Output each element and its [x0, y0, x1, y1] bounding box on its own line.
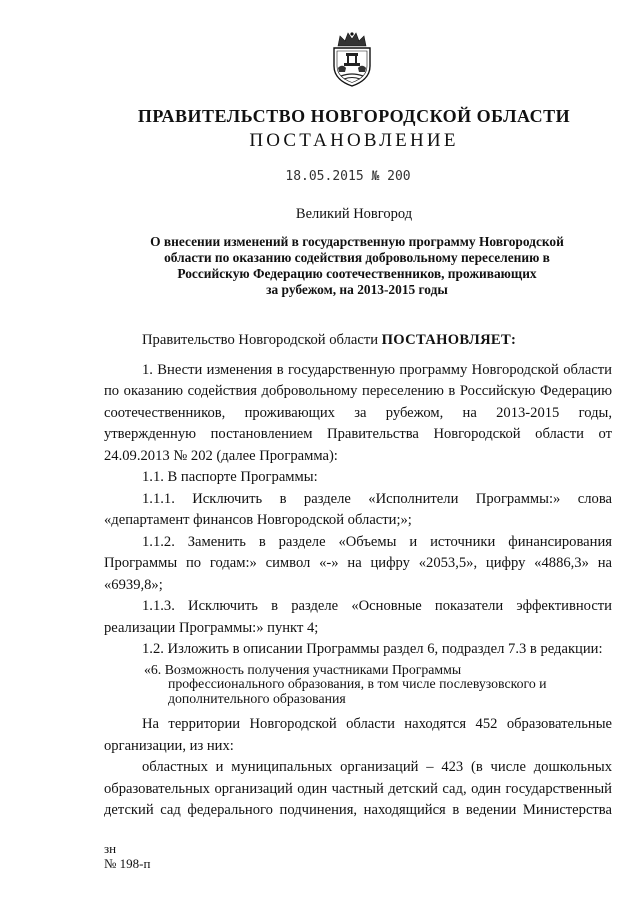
document-title — [120, 234, 594, 298]
coat-of-arms-icon — [328, 30, 376, 88]
lead-text: Правительство Новгородской области — [142, 332, 382, 348]
paragraph-3: областных и муниципальных организаций – 423 (в числе дошкольных образовательных организаций один частный детский сад, один государственный детский сад федерального подчинения, находящийся в ведении Министерства — [104, 759, 612, 818]
paragraph-1-1: 1.1. В паспорте Программы: — [142, 469, 318, 485]
document-type: ПОСТАНОВЛЕНИЕ — [249, 130, 459, 151]
quoted-section-heading — [144, 663, 612, 707]
lead-keyword: ПОСТАНОВЛЯЕТ: — [381, 332, 517, 348]
resolution-lead — [104, 330, 612, 352]
footer-reference — [104, 841, 150, 871]
footer-initials: зн — [104, 841, 117, 856]
government-name: ПРАВИТЕЛЬСТВО НОВГОРОДСКОЙ ОБЛАСТИ — [137, 106, 571, 126]
paragraph-1: 1. Внести изменения в государственную программу Новгородской области по оказанию содействия добровольному переселению в Российскую Федерацию соотечественников, проживающих за рубежом, на 2013-2015 годы, утвержденную постановлением Правительства Новгородской области от 24.09.2013 № 202 (далее Программа): — [104, 361, 612, 464]
paragraph-2: На территории Новгородской области находятся 452 образовательные организации, из них: — [104, 716, 612, 754]
paragraph-1-1-2: 1.1.2. Заменить в разделе «Объемы и источники финансирования Программы по годам:» символ «-» на цифру «2053,5», цифру «4886,3» на «6939,8»; — [104, 533, 612, 593]
quote-line: дополнительного образования — [168, 690, 346, 706]
city-name: Великий Новгород — [295, 206, 413, 222]
footer-number: № 198-п — [104, 856, 151, 871]
quote-line: «6. Возможность получения участниками Программы — [144, 661, 462, 677]
title-line: области по оказанию содействия добровольному переселению в — [164, 250, 550, 265]
paragraph-1-1-1: 1.1.1. Исключить в разделе «Исполнители Программы:» слова «департамент финансов Новгородской области;»; — [104, 490, 612, 528]
title-line: за рубежом, на 2013-2015 годы — [266, 282, 448, 297]
title-line: О внесении изменений в государственную программу Новгородской — [150, 234, 564, 249]
quote-line: профессионального образования, в том числе послевузовского и — [168, 676, 547, 691]
paragraph-1-2: 1.2. Изложить в описании Программы раздел 6, подраздел 7.3 в редакции: — [142, 641, 603, 657]
paragraph-1-1-3: 1.1.3. Исключить в разделе «Основные показатели эффективности реализации Программы:» пункт 4; — [104, 598, 612, 636]
document-body — [104, 330, 612, 822]
date-number-stamp: 18.05.2015 № 200 — [285, 169, 411, 184]
title-line: Российскую Федерацию соотечественников, проживающих — [177, 266, 537, 281]
